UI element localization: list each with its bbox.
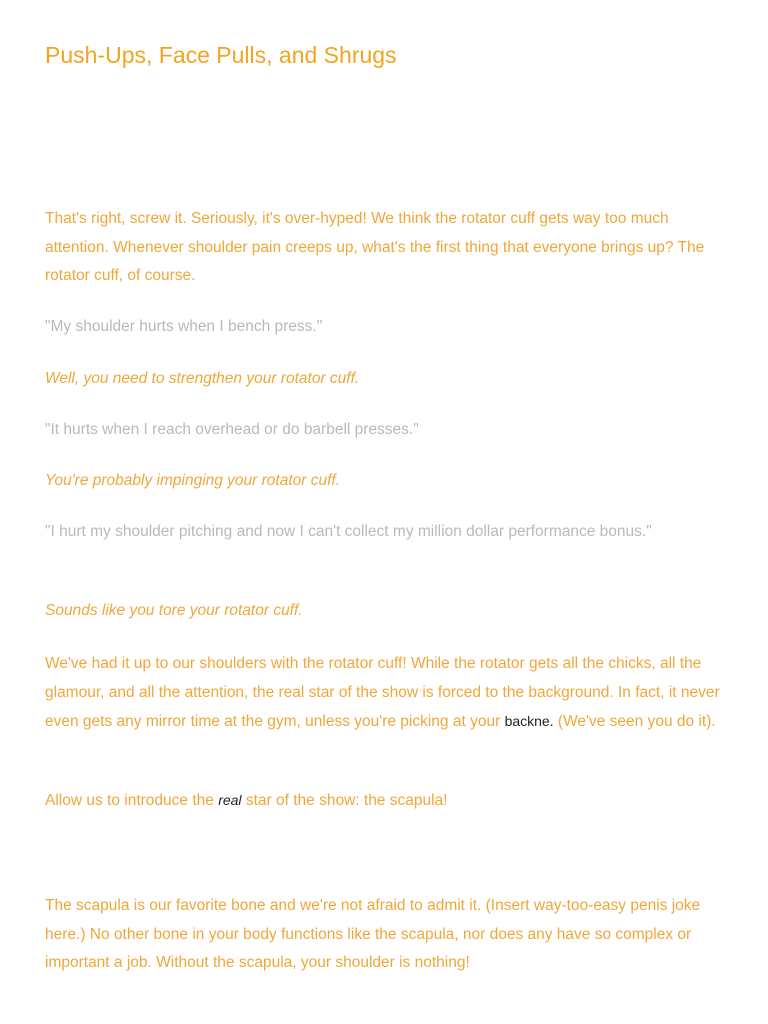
scapula-intro-paragraph <box>45 650 735 737</box>
paragraph-text: We've had it up to our shoulders with the rotator cuff! While the rotator gets all the chicks, all the glamour, and all the attention, the real star of the show is forced to the background. In fact, it never even gets any mirror time at the gym, unless you're picking at your <box>45 655 720 730</box>
paragraph-text: (We've seen you do it). <box>553 713 716 730</box>
reply-impinging: You're probably impinging your rotator cuff. <box>45 472 341 489</box>
emphasis-real: real <box>218 792 242 808</box>
paragraph-text: star of the show: the scapula! <box>241 792 448 809</box>
paragraph-text: Allow us to introduce the <box>45 792 219 809</box>
quote-pitching: "I hurt my shoulder pitching and now I can't collect my million dollar performance bonus." <box>45 523 652 540</box>
quote-bench-press: "My shoulder hurts when I bench press." <box>45 318 323 335</box>
intro-paragraph: That's right, screw it. Seriously, it's over-hyped! We think the rotator cuff gets way too much attention. Whenever shoulder pain creeps up, what's the first thing that everyone brings up? The rotator cuff, of course. <box>45 210 705 284</box>
article-title: Push-Ups, Face Pulls, and Shrugs <box>45 42 397 68</box>
quote-overhead: "It hurts when I reach overhead or do barbell presses." <box>45 421 419 438</box>
real-star-paragraph <box>45 786 735 816</box>
scapula-favorite-paragraph: The scapula is our favorite bone and we're not afraid to admit it. (Insert way-too-easy penis joke here.) No other bone in your body functions like the scapula, nor does any have so complex or important a job. Without the scapula, your shoulder is nothing! <box>45 897 701 971</box>
backne-link[interactable]: backne. <box>504 713 554 729</box>
reply-tore: Sounds like you tore your rotator cuff. <box>45 602 303 619</box>
reply-strengthen: Well, you need to strengthen your rotator cuff. <box>45 370 360 387</box>
